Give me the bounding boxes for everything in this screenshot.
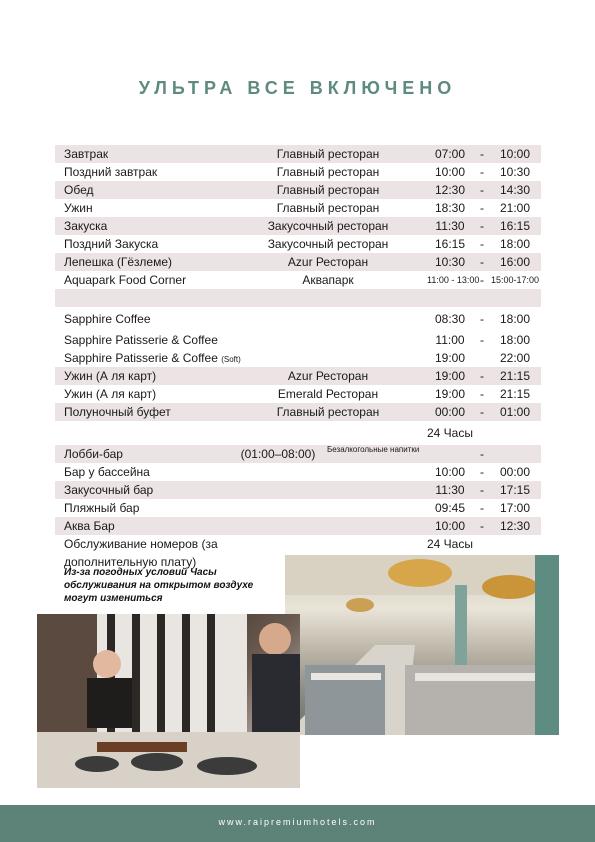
meal-name: Sapphire Patisserie & Coffee bbox=[64, 333, 218, 347]
bar-name: Бар у бассейна bbox=[64, 465, 150, 479]
venue: Закусочный ресторан bbox=[267, 237, 389, 251]
start-time: 19:00 bbox=[434, 369, 466, 383]
end-time: 18:00 bbox=[499, 333, 531, 347]
start-time: 10:30 bbox=[434, 255, 466, 269]
time-dash: - bbox=[480, 273, 484, 287]
start-time: 11:00 bbox=[435, 333, 465, 347]
time-dash: - bbox=[480, 447, 484, 461]
bar-note: Безалкогольные напитки bbox=[327, 445, 420, 454]
end-time: 10:30 bbox=[499, 165, 531, 179]
venue: Главный ресторан bbox=[276, 183, 380, 197]
venue: Закусочный ресторан bbox=[267, 219, 389, 233]
end-time: 12:30 bbox=[499, 519, 531, 533]
time-dash: - bbox=[480, 312, 484, 326]
end-time: 10:00 bbox=[499, 147, 531, 161]
table-row bbox=[55, 145, 541, 163]
hours-24: 24 Часы bbox=[427, 537, 473, 551]
venue: Главный ресторан bbox=[276, 165, 380, 179]
meal-name: Ужин bbox=[64, 201, 93, 215]
end-time: 01:00 bbox=[499, 405, 531, 419]
meal-name: Закуска bbox=[64, 219, 108, 233]
venue: Azur Ресторан bbox=[287, 369, 369, 383]
time-dash: - bbox=[480, 165, 484, 179]
end-time: 17:15 bbox=[499, 483, 531, 497]
time-dash: - bbox=[480, 333, 484, 347]
meal-name bbox=[64, 349, 241, 369]
start-time: 10:00 bbox=[434, 519, 466, 533]
table-row bbox=[55, 385, 541, 403]
meal-name: Полуночный буфет bbox=[64, 405, 171, 419]
end-time: 21:15 bbox=[499, 369, 531, 383]
time-dash: - bbox=[480, 405, 484, 419]
start-time: 10:00 bbox=[434, 165, 466, 179]
table-row bbox=[55, 403, 541, 421]
start-time: 12:30 bbox=[434, 183, 466, 197]
bar-name: Аква Бар bbox=[64, 519, 115, 533]
meal-name-text: Sapphire Patisserie & Coffee bbox=[64, 351, 218, 365]
venue: Azur Ресторан bbox=[287, 255, 369, 269]
table-row bbox=[55, 517, 541, 535]
start-time: 16:15 bbox=[434, 237, 466, 251]
table-row bbox=[55, 235, 541, 253]
table-row bbox=[55, 331, 541, 349]
time-dash: - bbox=[480, 219, 484, 233]
start-time: 08:30 bbox=[434, 312, 466, 326]
time-dash: - bbox=[480, 465, 484, 479]
table-row bbox=[55, 367, 541, 385]
hours-24: 24 Часы bbox=[427, 426, 473, 440]
end-time: 17:00 bbox=[499, 501, 531, 515]
couple-illustration bbox=[37, 614, 300, 788]
table-row bbox=[55, 217, 541, 235]
meal-name: Ужин (А ля карт) bbox=[64, 369, 157, 383]
start-time: 11:30 bbox=[435, 219, 465, 233]
end-time: 16:15 bbox=[499, 219, 531, 233]
meal-name: Поздний завтрак bbox=[64, 165, 158, 179]
meal-name: Лепешка (Гёзлеме) bbox=[64, 255, 172, 269]
venue: Главный ресторан bbox=[276, 147, 380, 161]
table-row bbox=[55, 181, 541, 199]
end-time: 21:00 bbox=[499, 201, 531, 215]
time-dash: - bbox=[480, 147, 484, 161]
table-row bbox=[55, 481, 541, 499]
start-time: 10:00 bbox=[434, 465, 466, 479]
end-time: 16:00 bbox=[499, 255, 531, 269]
table-row bbox=[55, 445, 541, 463]
time-dash: - bbox=[480, 201, 484, 215]
meal-name: Обед bbox=[64, 183, 94, 197]
start-time: 18:30 bbox=[434, 201, 466, 215]
table-row bbox=[55, 271, 541, 289]
start-time: 19:00 bbox=[434, 351, 466, 365]
end-time: 18:00 bbox=[499, 237, 531, 251]
time-dash: - bbox=[480, 483, 484, 497]
bar-name: Закусочный бар bbox=[64, 483, 154, 497]
couple-dining-photo bbox=[37, 614, 300, 788]
meal-name: Sapphire Coffee bbox=[64, 312, 151, 326]
meal-name: Ужин (А ля карт) bbox=[64, 387, 157, 401]
venue: Emerald Ресторан bbox=[277, 387, 379, 401]
end-time: 15:00-17:00 bbox=[490, 275, 540, 285]
time-dash: - bbox=[480, 387, 484, 401]
time-dash: - bbox=[480, 255, 484, 269]
table-row bbox=[55, 163, 541, 181]
time-dash: - bbox=[480, 501, 484, 515]
end-time: 14:30 bbox=[499, 183, 531, 197]
bar-name: Лобби-бар bbox=[64, 447, 123, 461]
room-service: Обслуживание номеров (за дополнительную плату) bbox=[64, 537, 218, 569]
start-time: 00:00 bbox=[434, 405, 466, 419]
table-row bbox=[55, 199, 541, 217]
meal-name: Поздний Закуска bbox=[64, 237, 159, 251]
table-row bbox=[55, 421, 541, 445]
bar-name: Пляжный бар bbox=[64, 501, 140, 515]
end-time: 00:00 bbox=[499, 465, 531, 479]
start-time: 09:45 bbox=[434, 501, 466, 515]
time-dash: - bbox=[480, 183, 484, 197]
venue: Главный ресторан bbox=[276, 405, 380, 419]
table-row bbox=[55, 253, 541, 271]
meal-name: Завтрак bbox=[64, 147, 109, 161]
restaurant-illustration bbox=[285, 555, 559, 735]
schedule-table bbox=[55, 145, 541, 571]
table-row bbox=[55, 499, 541, 517]
meal-name-suffix: (Soft) bbox=[221, 355, 241, 364]
table-row-spacer bbox=[55, 289, 541, 307]
time-dash: - bbox=[480, 237, 484, 251]
table-row bbox=[55, 307, 541, 331]
end-time: 22:00 bbox=[499, 351, 531, 365]
table-row bbox=[55, 463, 541, 481]
venue: Аквапарк bbox=[302, 273, 354, 287]
start-time: 19:00 bbox=[434, 387, 466, 401]
time-dash: - bbox=[480, 519, 484, 533]
weather-note: Из-за погодных условий Часы обслуживания на открытом воздухе могут измениться bbox=[64, 567, 254, 604]
website-link[interactable]: www.raipremiumhotels.com bbox=[218, 817, 377, 827]
start-time: 07:00 bbox=[434, 147, 466, 161]
time-dash: - bbox=[480, 369, 484, 383]
start-time: 11:30 bbox=[435, 483, 465, 497]
venue: Главный ресторан bbox=[276, 201, 380, 215]
end-time: 18:00 bbox=[499, 312, 531, 326]
page-title: УЛЬТРА ВСЕ ВКЛЮЧЕНО bbox=[138, 78, 457, 98]
end-time: 21:15 bbox=[499, 387, 531, 401]
table-row bbox=[55, 349, 541, 367]
restaurant-photo bbox=[285, 555, 559, 735]
meal-name: Aquapark Food Corner bbox=[64, 273, 187, 287]
bar-hours: (01:00–08:00) bbox=[240, 447, 316, 461]
start-time: 11:00 - 13:00 bbox=[427, 275, 480, 285]
footer bbox=[0, 805, 595, 842]
